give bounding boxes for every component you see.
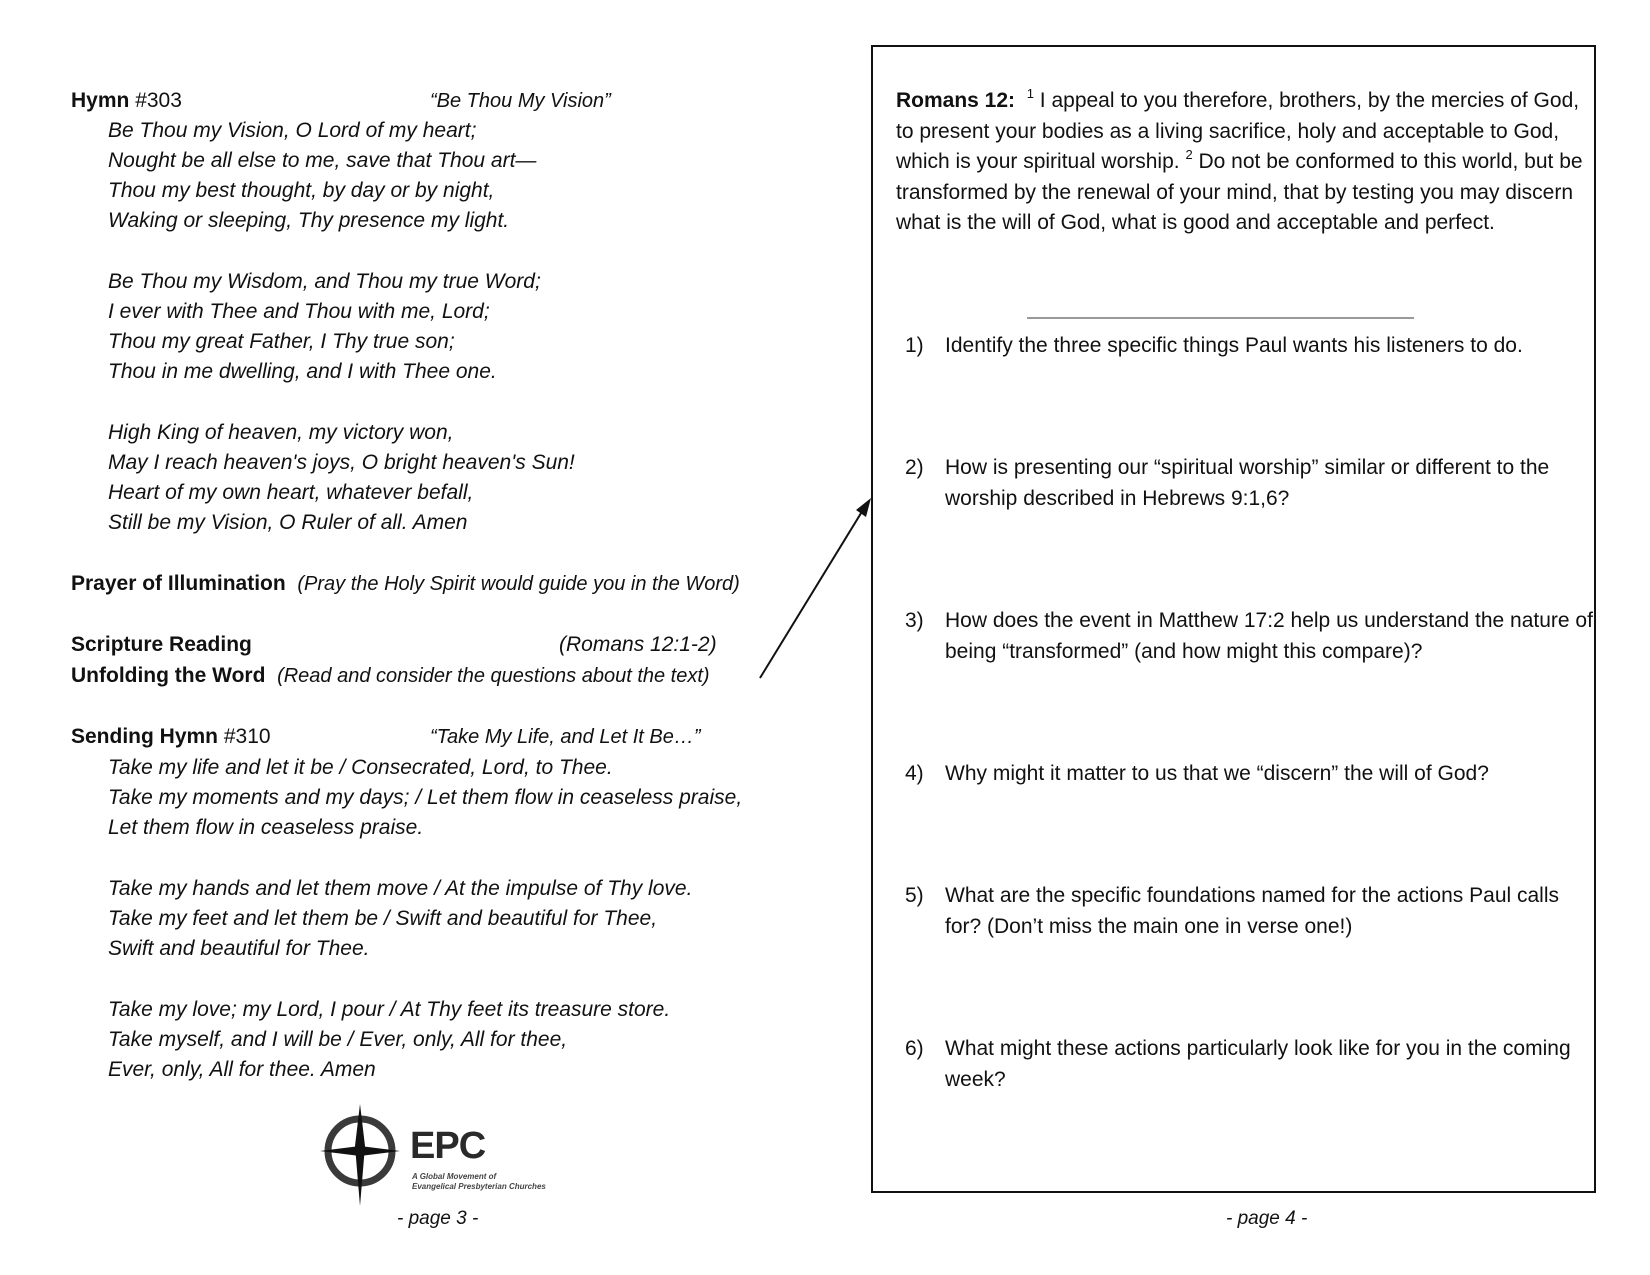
lyric-line: Thou in me dwelling, and I with Thee one. <box>108 360 497 383</box>
hymn-303-tune: “Be Thou My Vision” <box>430 90 611 112</box>
lyric-line: High King of heaven, my victory won, <box>108 421 454 444</box>
hymn-label: Sending Hymn <box>71 725 219 748</box>
lyric-line: Swift and beautiful for Thee. <box>108 937 370 960</box>
hymn-number: #303 <box>129 89 182 112</box>
question-text: Identify the three specific things Paul wants his listeners to do. <box>945 334 1523 357</box>
prayer-of-illumination <box>71 569 740 599</box>
lyric-line: Heart of my own heart, whatever befall, <box>108 481 474 504</box>
lyric-line: Take myself, and I will be / Ever, only, All for thee, <box>108 1028 568 1051</box>
question-item <box>905 453 1595 514</box>
question-text: How does the event in Matthew 17:2 help us understand the nature of being “transformed” (and how might this compare)? <box>945 609 1593 663</box>
lyric-line: Waking or sleeping, Thy presence my light. <box>108 209 510 232</box>
lyric-line: Still be my Vision, O Ruler of all. Amen <box>108 511 468 534</box>
scripture-reading-label: Scripture Reading <box>71 633 252 656</box>
question-number: 2) <box>905 456 924 479</box>
lyric-line: I ever with Thee and Thou with me, Lord; <box>108 300 490 323</box>
divider <box>1027 317 1414 319</box>
scripture-reference: (Romans 12:1-2) <box>559 633 717 656</box>
page-number-4: - page 4 - <box>1226 1208 1308 1229</box>
hymn-number: #310 <box>218 725 271 748</box>
question-item <box>905 606 1595 667</box>
hymn-label: Hymn <box>71 89 130 112</box>
question-number: 5) <box>905 884 924 907</box>
question-number: 6) <box>905 1037 924 1060</box>
lyric-line: Take my hands and let them move / At the impulse of Thy love. <box>108 877 693 900</box>
question-text: Why might it matter to us that we “discern” the will of God? <box>945 762 1489 785</box>
question-item <box>905 881 1595 942</box>
question-text: What might these actions particularly look like for you in the coming week? <box>945 1037 1571 1091</box>
question-item <box>905 759 1595 790</box>
verse-text: Do not be conformed to this world, but be transformed by the renewal of your mind, that by testing you may discern what is the will of God, what is good and acceptable and perfect. <box>896 150 1583 234</box>
lyric-line: Take my life and let it be / Consecrated, Lord, to Thee. <box>108 756 613 779</box>
page-3 <box>0 0 820 1275</box>
hymn-310-tune: “Take My Life, and Let It Be…” <box>430 726 701 748</box>
unfolding-the-word <box>71 661 710 691</box>
lyric-line: Thou my best thought, by day or by night, <box>108 179 495 202</box>
question-number: 4) <box>905 762 924 785</box>
question-text: What are the specific foundations named for the actions Paul calls for? (Don’t miss the main one in verse one!) <box>945 884 1560 938</box>
lyric-line: Take my feet and let them be / Swift and beautiful for Thee, <box>108 907 658 930</box>
hymn-310-heading <box>71 722 271 752</box>
lyric-line: May I reach heaven's joys, O bright heaven's Sun! <box>108 451 575 474</box>
lyric-line: Let them flow in ceaseless praise. <box>108 816 424 839</box>
question-item <box>905 331 1595 362</box>
verse-number: 1 <box>1026 86 1034 101</box>
pointer-arrow <box>750 495 880 685</box>
page-number-3: - page 3 - <box>397 1208 479 1229</box>
prayer-label: Prayer of Illumination <box>71 572 286 595</box>
lyric-line: Thou my great Father, I Thy true son; <box>108 330 455 353</box>
question-text: How is presenting our “spiritual worship” similar or different to the worship described in Hebrews 9:1,6? <box>945 456 1550 510</box>
romans-passage <box>896 86 1596 239</box>
lyric-line: Take my love; my Lord, I pour / At Thy feet its treasure store. <box>108 998 671 1021</box>
lyric-line: Be Thou my Vision, O Lord of my heart; <box>108 119 477 142</box>
prayer-note: (Pray the Holy Spirit would guide you in the Word) <box>297 573 740 595</box>
epc-tagline: A Global Movement of Evangelical Presbyterian Churches <box>412 1172 546 1191</box>
lyric-line: Take my moments and my days; / Let them flow in ceaseless praise, <box>108 786 743 809</box>
romans-label: Romans 12: <box>896 89 1016 112</box>
question-number: 3) <box>905 609 924 632</box>
lyric-line: Be Thou my Wisdom, and Thou my true Word; <box>108 270 541 293</box>
epc-wordmark: EPC <box>410 1125 486 1167</box>
verse-number: 2 <box>1185 147 1193 162</box>
unfolding-label: Unfolding the Word <box>71 664 266 687</box>
question-number: 1) <box>905 334 924 357</box>
unfolding-note: (Read and consider the questions about the text) <box>277 665 710 687</box>
lyric-line: Ever, only, All for thee. Amen <box>108 1058 376 1081</box>
lyric-line: Nought be all else to me, save that Thou art— <box>108 149 537 172</box>
question-item <box>905 1034 1595 1095</box>
hymn-303-heading <box>71 86 182 116</box>
verse-text: I appeal to you therefore, brothers, by the mercies of God, to present your bodies as a living sacrifice, holy and acceptable to God, which is your spiritual worship. <box>896 89 1580 173</box>
